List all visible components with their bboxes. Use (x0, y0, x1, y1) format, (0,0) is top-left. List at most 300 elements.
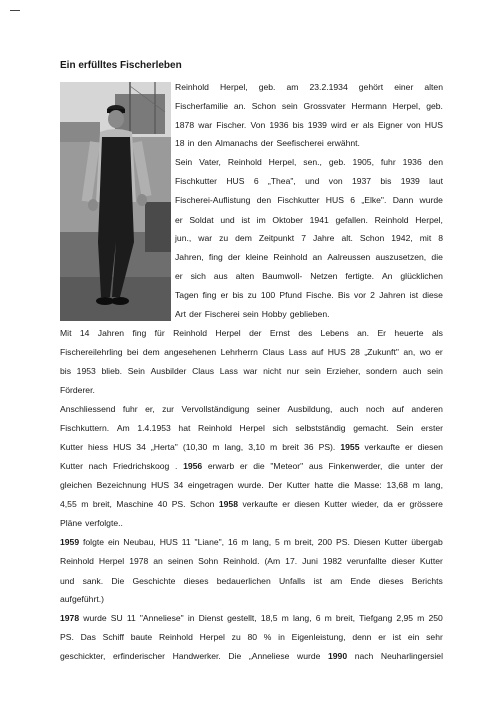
word: geblieben. (289, 309, 330, 319)
word: gefallen. (335, 215, 368, 225)
word: 36 (303, 442, 314, 452)
text-line (60, 347, 443, 357)
word: Eigenleistung, (291, 632, 346, 642)
text-line (60, 423, 443, 433)
word: von (406, 120, 421, 130)
word: gemacht. (353, 423, 389, 433)
text-line (60, 613, 443, 623)
text-line (60, 328, 443, 338)
word: erfinderischer (112, 651, 166, 661)
word: Förderer. (60, 385, 95, 395)
word: Maschine (116, 499, 154, 509)
word: als (431, 328, 443, 338)
word: Berichts (411, 576, 443, 586)
word: Lass (219, 366, 238, 376)
word: Reinhold (175, 82, 209, 92)
word: blieb. (101, 366, 123, 376)
word: zu (247, 290, 257, 300)
word: 34 (173, 480, 184, 490)
word: . (175, 461, 178, 471)
word: hatte (314, 480, 334, 490)
word: Jahren (97, 328, 125, 338)
word: "Meteor" (270, 461, 304, 471)
text-line (175, 252, 443, 262)
text-line (60, 576, 443, 586)
word: Geschichte (132, 576, 176, 586)
word: Fischerfamilie (175, 101, 229, 111)
word: gleichen (60, 480, 93, 490)
word: auch (402, 366, 422, 376)
word: an. (357, 328, 370, 338)
word: Herpel (239, 423, 265, 433)
word: Neubau, (123, 537, 156, 547)
word: alt. (341, 233, 353, 243)
word: erwarb (207, 461, 235, 471)
word: 1956 (183, 461, 203, 471)
word: angesehenen (164, 347, 217, 357)
word: im (256, 215, 266, 225)
text-line (60, 518, 443, 528)
word: Fischer. (216, 120, 247, 130)
word: Aalreussen (327, 252, 371, 262)
word: dieses (183, 576, 209, 586)
word: 14 (79, 328, 90, 338)
word: selbstständig (295, 423, 346, 433)
word: die (431, 252, 443, 262)
word: 5 (275, 537, 280, 547)
word: fing (208, 252, 223, 262)
word: HUS (327, 347, 346, 357)
word: da (383, 499, 393, 509)
word: sein (281, 101, 298, 111)
word: wieder, (351, 499, 379, 509)
word: Kutter (60, 442, 83, 452)
text-line (60, 632, 443, 642)
word: Schon (251, 101, 277, 111)
word: ist (241, 215, 250, 225)
word: Claus (192, 366, 215, 376)
word: Lass (288, 347, 307, 357)
text-line (60, 442, 443, 452)
word: ein (407, 632, 420, 642)
word: 28 (350, 347, 360, 357)
word: Art (175, 309, 186, 319)
word: dem (235, 233, 252, 243)
word: von (328, 176, 343, 186)
word: er (350, 120, 359, 130)
word: (10,30 (182, 442, 208, 452)
word: fuhr (380, 157, 396, 167)
word: und (305, 176, 320, 186)
word: verfolgte.. (85, 518, 123, 528)
word: Jahren (379, 290, 406, 300)
word: geschickter, (60, 651, 106, 661)
word: Ausbildung, (287, 404, 333, 414)
word: Diesen (353, 537, 381, 547)
word: m (283, 537, 291, 547)
word: „Zukunft" (364, 347, 399, 357)
word: alten (424, 82, 443, 92)
word: laut (429, 176, 443, 186)
word: ein (107, 537, 120, 547)
word: denn (352, 632, 372, 642)
word: breit, (92, 499, 112, 509)
word: er (175, 271, 183, 281)
word: 1.4.1953 (137, 423, 171, 433)
word: Ernst (269, 328, 290, 338)
word: wurde (419, 195, 443, 205)
word: Oktober (272, 215, 303, 225)
word: 1878 (175, 120, 195, 130)
word: m (241, 537, 249, 547)
word: breit (282, 442, 299, 452)
word: „Herta" (150, 442, 178, 452)
word: wo (419, 347, 431, 357)
word: sondern (366, 366, 398, 376)
word: Pläne (60, 518, 82, 528)
word: Vervollständigung (181, 404, 250, 414)
text-line (60, 556, 443, 566)
word: Schon (190, 499, 215, 509)
word: ist (409, 290, 419, 300)
word: 16 (227, 537, 238, 547)
text-line (175, 101, 443, 111)
word: er (220, 290, 229, 300)
word: heuerte (394, 328, 424, 338)
word: übergab (411, 537, 443, 547)
word: erwähnt. (326, 138, 360, 148)
word: Masse: (354, 480, 382, 490)
word: Seefischerei (276, 138, 324, 148)
word: fing (202, 290, 217, 300)
word: Die (228, 651, 242, 661)
word: 6 (350, 195, 356, 205)
word: Erzieher, (326, 366, 361, 376)
word: Herpel, (392, 101, 421, 111)
word: bis (380, 176, 392, 186)
word: ist (313, 576, 323, 586)
word: zur (162, 404, 175, 414)
word: Pfund (279, 290, 302, 300)
word: Reinhold (273, 252, 308, 262)
word: Kutter (384, 537, 408, 547)
word: 200 (317, 537, 333, 547)
word: sich (190, 271, 206, 281)
word: an. (233, 101, 246, 111)
word: HUS (226, 176, 245, 186)
word: in (187, 613, 195, 623)
word: Tiefgang (359, 613, 393, 623)
word: Reinhold. (223, 556, 260, 566)
word: hiess (87, 442, 109, 452)
word: Handwerker. (172, 651, 221, 661)
word: den (428, 157, 443, 167)
text-line (60, 385, 443, 395)
word: in (187, 138, 195, 148)
word: auf (392, 404, 404, 414)
word: Anschliessend (60, 404, 116, 414)
word: 1990 (328, 651, 348, 661)
word: Jahre (312, 233, 335, 243)
word: Kutter (60, 461, 83, 471)
word: „Anneliese (248, 651, 290, 661)
word: fuhr (122, 404, 138, 414)
word: Sohn (198, 556, 219, 566)
word: er (239, 461, 248, 471)
text-line (175, 138, 443, 148)
word: Herpel (98, 556, 125, 566)
word: sein (242, 309, 259, 319)
word: sich (272, 423, 288, 433)
word: wurde. (237, 480, 264, 490)
word: 18 (175, 138, 185, 148)
word: 34 (136, 442, 146, 452)
word: den (197, 138, 212, 148)
word: kleine (245, 252, 269, 262)
word: m (417, 613, 425, 623)
word: Fischerei-Auflistung (175, 195, 251, 205)
word: bedauerlichen (216, 576, 271, 586)
word: und (220, 215, 235, 225)
word: erster (421, 423, 443, 433)
word: an (312, 252, 323, 262)
text-line (175, 157, 443, 167)
word: bei (127, 347, 139, 357)
word: hat (178, 423, 191, 433)
word: Hermann (351, 101, 387, 111)
word: der (249, 328, 262, 338)
word: Eigner (377, 120, 403, 130)
text-line (175, 120, 443, 130)
word: dieses (378, 576, 404, 586)
word: breit, (335, 613, 355, 623)
word: 7 (301, 233, 306, 243)
word: Herpel, (415, 215, 443, 225)
word: 3,10 (248, 442, 265, 452)
text-line (60, 404, 443, 414)
word: 1978 (60, 613, 80, 623)
word: Kutter (419, 556, 443, 566)
word: HUS (113, 442, 132, 452)
word: war (198, 233, 213, 243)
word: den (256, 195, 272, 205)
word: verkaufte (364, 442, 400, 452)
word: Reinhold (374, 215, 409, 225)
word: bis (292, 120, 304, 130)
word: bis (232, 290, 244, 300)
word: m (212, 442, 220, 452)
word: Zeitpunkt (258, 233, 295, 243)
word: 80 (247, 632, 258, 642)
word: 1937 (351, 176, 372, 186)
word: der (430, 461, 443, 471)
word: anderen (411, 404, 443, 414)
word: diese (422, 290, 443, 300)
word: Schiff (102, 632, 124, 642)
word: eingetragen (187, 480, 234, 490)
word: „Thea", (267, 176, 296, 186)
word: 11 (181, 537, 191, 547)
word: breit, (294, 537, 314, 547)
word: Lehrherrn (220, 347, 258, 357)
word: wurde (83, 613, 107, 623)
word: Reinhold (60, 556, 94, 566)
word: er, (145, 404, 155, 414)
word: Tagen (175, 290, 199, 300)
word: Almanachs (215, 138, 258, 148)
word: Reinhold (158, 632, 193, 642)
word: Der (268, 480, 283, 490)
word: Kutter (286, 480, 310, 490)
word: er (435, 347, 443, 357)
word: 1936 (402, 157, 422, 167)
word: war (198, 120, 213, 130)
word: Finkenwerder, (328, 461, 383, 471)
word: 13,68 (386, 480, 408, 490)
text-line (175, 215, 443, 225)
word: HUS (150, 480, 170, 490)
word: 1942, (391, 233, 413, 243)
word: Fischkuttern. (60, 423, 110, 433)
word: 1958 (218, 499, 238, 509)
word: Vater, (199, 157, 221, 167)
word: dieser (391, 556, 415, 566)
word: 1959 (60, 537, 80, 547)
word: Schon (359, 233, 385, 243)
word: sein (305, 366, 321, 376)
word: folgte (83, 537, 105, 547)
word: Herpel, (219, 82, 248, 92)
word: Von (250, 120, 266, 130)
word: einer (394, 82, 414, 92)
word: der (260, 138, 274, 148)
word: "Liane", (194, 537, 225, 547)
word: Fische. (306, 290, 334, 300)
word: Reinhold (198, 423, 232, 433)
word: m (324, 613, 332, 623)
word: aus (213, 271, 228, 281)
text-line (60, 366, 443, 376)
word: zu (219, 233, 229, 243)
word: wurde (297, 651, 321, 661)
word: die (338, 480, 350, 490)
word: Lebens (320, 328, 349, 338)
word: Fischerei (204, 309, 240, 319)
word: geb. (426, 101, 443, 111)
word: er (378, 632, 386, 642)
word: 6 (253, 176, 259, 186)
word: noch (365, 404, 385, 414)
word: grössere (409, 499, 443, 509)
word: m (281, 613, 289, 623)
page-heading: Ein erfülltes Fischerleben (60, 60, 182, 71)
word: Bezeichnung (96, 480, 147, 490)
corner-mark (10, 10, 20, 11)
word: er (282, 499, 290, 509)
word: 1905, (352, 157, 374, 167)
word: Bis (337, 290, 350, 300)
word: des (298, 328, 313, 338)
word: (Am (264, 556, 281, 566)
word: HUS (325, 195, 344, 205)
word: der (189, 309, 202, 319)
word: PS). (318, 442, 336, 452)
word: Mit (60, 328, 72, 338)
word: am (286, 82, 299, 92)
word: 100 (260, 290, 276, 300)
word: wird (331, 120, 347, 130)
word: gehört (358, 82, 384, 92)
word: 4,55 (60, 499, 77, 509)
word: fing (132, 328, 147, 338)
word: Herpel (215, 328, 241, 338)
word: 1955 (340, 442, 360, 452)
word: aufgeführt.) (60, 594, 104, 604)
word: 40 (157, 499, 168, 509)
word: m (81, 499, 89, 509)
word: HUS (424, 120, 443, 130)
word: fertigte. (345, 271, 375, 281)
text-line (60, 651, 443, 661)
word: sen., (303, 157, 322, 167)
word: lang, (252, 537, 272, 547)
text-line (175, 233, 443, 243)
word: seinen (167, 556, 194, 566)
word: PS. (171, 499, 186, 509)
word: PS. (335, 537, 350, 547)
word: Ausbilder (150, 366, 187, 376)
word: % (263, 632, 272, 642)
word: Baumwoll- (262, 271, 303, 281)
word: dem (142, 347, 160, 357)
word: 1978 (129, 556, 149, 566)
word: Ende (350, 576, 371, 586)
word: vor (354, 290, 366, 300)
word: nur (286, 366, 300, 376)
word: nach (88, 461, 108, 471)
word: bis (60, 366, 71, 376)
word: 2 (370, 290, 375, 300)
word: Kutter (324, 499, 348, 509)
word: 18,5 (260, 613, 278, 623)
word: Er (377, 328, 387, 338)
word: Claus (262, 347, 285, 357)
word: Das (80, 632, 96, 642)
word: in (278, 632, 285, 642)
word: verunfallte (346, 556, 387, 566)
word: jun., (175, 233, 192, 243)
word: 1982 (322, 556, 342, 566)
word: Juni (302, 556, 318, 566)
word: zu (231, 632, 241, 642)
word: m (412, 480, 420, 490)
word: 23.2.1934 (309, 82, 348, 92)
word: Sein (127, 366, 145, 376)
word: „Elke". (361, 195, 387, 205)
word: lang, (424, 480, 443, 490)
word: 8 (438, 233, 443, 243)
word: auch (339, 404, 359, 414)
word: am (330, 576, 343, 586)
word: 250 (428, 613, 443, 623)
text-line (175, 195, 443, 205)
word: Netzen (310, 271, 338, 281)
word: gestellt, (227, 613, 257, 623)
word: Friedrichskoog (112, 461, 170, 471)
word: Sein (396, 423, 414, 433)
word: die (253, 461, 265, 471)
word: Grossvater (303, 101, 346, 111)
